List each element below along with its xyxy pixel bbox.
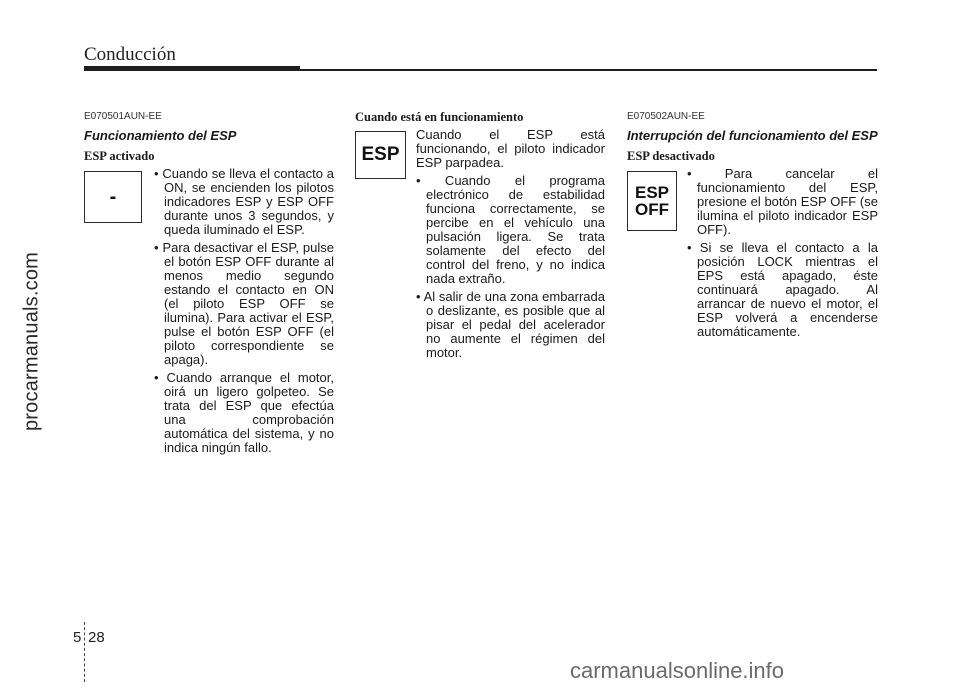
bullet-list [416,128,605,364]
subsection-title: ESP desactivado [627,149,715,163]
esp-indicator-icon: ESP [355,131,406,179]
indicator-row [627,167,878,343]
list-item: • Si se lleva el contacto a la posición LOCK mientras el EPS está apagado, éste continuará apagado. Al arrancar de nuevo el motor, el ESP volverá a encenderse automáticamente. [687,240,878,339]
section-code: E070501AUN-EE [84,111,162,122]
column-left [84,110,334,459]
indicator-row [84,167,334,459]
footer-watermark-link[interactable]: carmanualsonline.info [570,658,785,683]
esp-off-line1: ESP [634,183,670,202]
list-item: • Para cancelar el funcionamiento del ESP, presione el botón ESP OFF (se ilumina el piloto indicador ESP OFF). [687,166,878,237]
intro-paragraph: Cuando el ESP está funcionando, el piloto indicador ESP parpadea. [416,127,605,170]
bullet-list [154,167,334,459]
esp-warning-light-icon: - [84,171,142,223]
column-right [627,110,878,343]
list-item: • Cuando se lleva el contacto a ON, se encienden los pilotos indicadores ESP y ESP OFF durante unos 3 segundos, y queda iluminado el ESP. [154,166,334,237]
bullet-list [687,167,878,343]
column-middle [355,110,605,364]
section-number: 5 [73,629,82,646]
list-item: • Cuando arranque el motor, oirá un ligero golpeteo. Se trata del ESP que efectúa una comprobación automática del sistema, y no indica ningún fallo. [154,370,334,455]
section-title: Interrupción del funcionamiento del ESP [627,128,878,143]
list-item: • Para desactivar el ESP, pulse el botón ESP OFF durante al menos medio segundo estando el contacto en ON (el piloto ESP OFF se ilumina). Para activar el ESP, pulse el botón ESP OFF (el piloto correspondiente se apaga). [154,240,334,367]
page-number-divider [84,622,85,682]
subsection-title: ESP activado [84,149,155,163]
section-code: E070502AUN-EE [627,111,705,122]
esp-off-indicator-icon [627,171,677,231]
page-number: 28 [88,629,105,646]
section-title: Funcionamiento del ESP [84,128,237,143]
page-header-title: Conducción [84,44,176,65]
list-item: • Al salir de una zona embarrada o deslizante, es posible que al pisar el pedal del acelerador no aumente el régimen del motor. [416,289,605,360]
header-rule-thick [84,66,300,71]
header-rule-thin [300,69,877,71]
indicator-row [355,128,605,364]
list-item: • Cuando el programa electrónico de estabilidad funciona correctamente, se percibe en el vehículo una pulsación ligera. Se trata solamente del efecto del control del freno, y no indica nada extraño. [416,173,605,286]
side-watermark-link[interactable]: procarmanuals.com [20,251,43,432]
subsection-title: Cuando está en funcionamiento [355,110,524,124]
esp-off-line2: OFF [635,200,669,219]
